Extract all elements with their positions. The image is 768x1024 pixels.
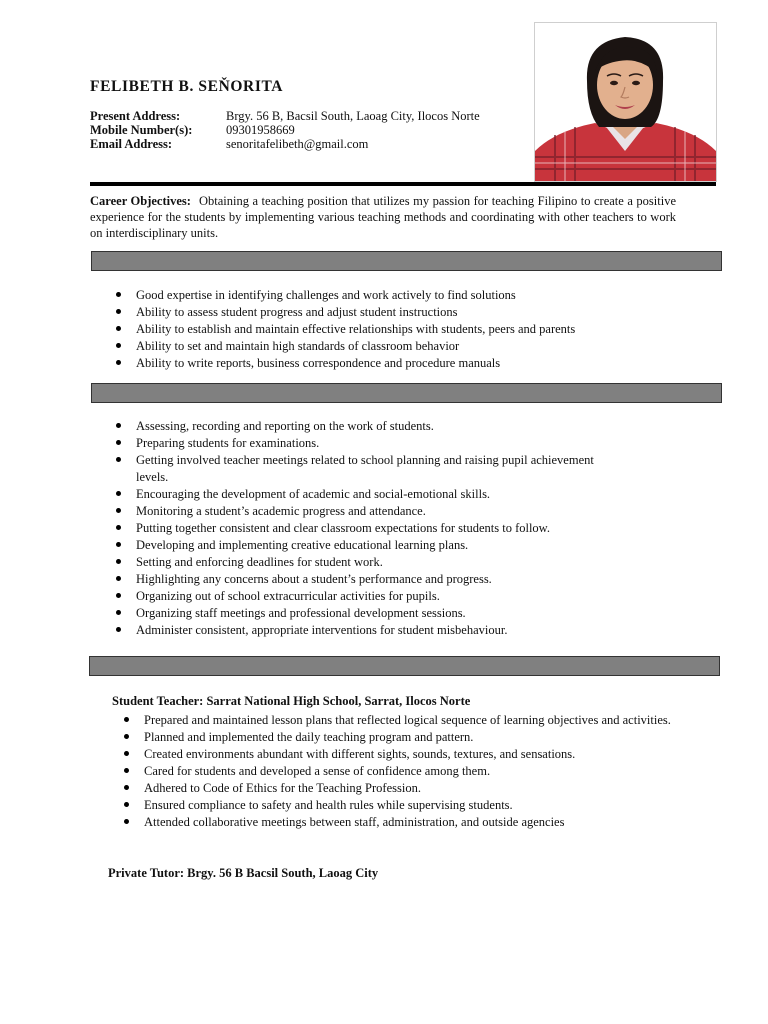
- private-tutor-heading: Private Tutor: Brgy. 56 B Bacsil South, Laoag City: [108, 866, 379, 880]
- list-item: Assessing, recording and reporting on the work of students.: [112, 418, 672, 435]
- email-label: Email Address:: [90, 137, 173, 151]
- bullet-icon: [116, 326, 121, 331]
- bullet-icon: [116, 360, 121, 365]
- bullet-icon: [116, 440, 121, 445]
- bullet-icon: [116, 309, 121, 314]
- list-item: Planned and implemented the daily teaching program and pattern.: [120, 729, 677, 746]
- list-item: Cared for students and developed a sense of confidence among them.: [120, 763, 677, 780]
- student-teacher-heading: Student Teacher: Sarrat National High School, Sarrat, Ilocos Norte: [112, 694, 471, 708]
- bullet-icon: [124, 802, 129, 807]
- bullet-icon: [124, 785, 129, 790]
- list-item: Prepared and maintained lesson plans that reflected logical sequence of learning objectives and activities.: [120, 712, 677, 729]
- contact-info: [90, 109, 480, 151]
- list-item: Good expertise in identifying challenges and work actively to find solutions: [112, 287, 712, 304]
- section-bar-skills: [91, 251, 722, 271]
- list-item: Attended collaborative meetings between staff, administration, and outside agencies: [120, 814, 677, 831]
- contact-row-address: [90, 109, 480, 123]
- mobile-label: Mobile Number(s):: [90, 123, 193, 137]
- list-item: Ability to establish and maintain effective relationships with students, peers and parents: [112, 321, 712, 338]
- applicant-name: FELIBETH B. SEŇORITA: [90, 78, 284, 95]
- contact-row-email: [90, 137, 480, 151]
- address-label: Present Address:: [90, 109, 181, 123]
- bullet-icon: [116, 542, 121, 547]
- bullet-icon: [116, 576, 121, 581]
- contact-row-mobile: [90, 123, 480, 137]
- skills-list: [112, 287, 712, 372]
- list-item: Adhered to Code of Ethics for the Teaching Profession.: [120, 780, 677, 797]
- list-item: Developing and implementing creative educational learning plans.: [112, 537, 672, 554]
- bullet-icon: [124, 819, 129, 824]
- header-divider: [90, 182, 716, 186]
- bullet-icon: [116, 292, 121, 297]
- bullet-icon: [116, 343, 121, 348]
- section-bar-duties: [91, 383, 722, 403]
- list-item: Preparing students for examinations.: [112, 435, 672, 452]
- list-item: Organizing staff meetings and professional development sessions.: [112, 605, 672, 622]
- list-item: Getting involved teacher meetings related to school planning and raising pupil achievement levels.: [112, 452, 672, 486]
- list-item: Setting and enforcing deadlines for student work.: [112, 554, 672, 571]
- mobile-value: 09301958669: [226, 123, 295, 137]
- list-item: Organizing out of school extracurricular activities for pupils.: [112, 588, 672, 605]
- bullet-icon: [116, 423, 121, 428]
- list-item: Encouraging the development of academic and social-emotional skills.: [112, 486, 672, 503]
- bullet-icon: [116, 508, 121, 513]
- list-item: Ability to write reports, business correspondence and procedure manuals: [112, 355, 712, 372]
- bullet-icon: [124, 734, 129, 739]
- list-item: Highlighting any concerns about a student’s performance and progress.: [112, 571, 672, 588]
- profile-photo-image: [535, 23, 716, 181]
- email-value: senoritafelibeth@gmail.com: [226, 137, 369, 151]
- career-objective: [90, 193, 676, 241]
- list-item: Ability to assess student progress and adjust student instructions: [112, 304, 712, 321]
- bullet-icon: [116, 610, 121, 615]
- career-objective-label: Career Objectives:: [90, 194, 191, 208]
- bullet-icon: [116, 593, 121, 598]
- section-bar-experience: [89, 656, 720, 676]
- list-item: Ensured compliance to safety and health rules while supervising students.: [120, 797, 677, 814]
- list-item: Putting together consistent and clear classroom expectations for students to follow.: [112, 520, 672, 537]
- list-item: Created environments abundant with different sights, sounds, textures, and sensations.: [120, 746, 677, 763]
- bullet-icon: [116, 627, 121, 632]
- bullet-icon: [124, 768, 129, 773]
- bullet-icon: [116, 525, 121, 530]
- bullet-icon: [116, 457, 121, 462]
- duties-list: [112, 418, 672, 639]
- bullet-icon: [116, 491, 121, 496]
- list-item: Administer consistent, appropriate interventions for student misbehaviour.: [112, 622, 672, 639]
- bullet-icon: [124, 717, 129, 722]
- profile-photo: [534, 22, 717, 182]
- career-objective-text: Obtaining a teaching position that utilizes my passion for teaching Filipino to create a positive experience for the students by implementing various teaching methods and coordinating with other teachers to work on interdisciplinary units.: [90, 194, 676, 240]
- bullet-icon: [124, 751, 129, 756]
- address-value: Brgy. 56 B, Bacsil South, Laoag City, Ilocos Norte: [226, 109, 480, 123]
- list-item: Monitoring a student’s academic progress and attendance.: [112, 503, 672, 520]
- student-teacher-list: [120, 712, 677, 831]
- list-item: Ability to set and maintain high standards of classroom behavior: [112, 338, 712, 355]
- bullet-icon: [116, 559, 121, 564]
